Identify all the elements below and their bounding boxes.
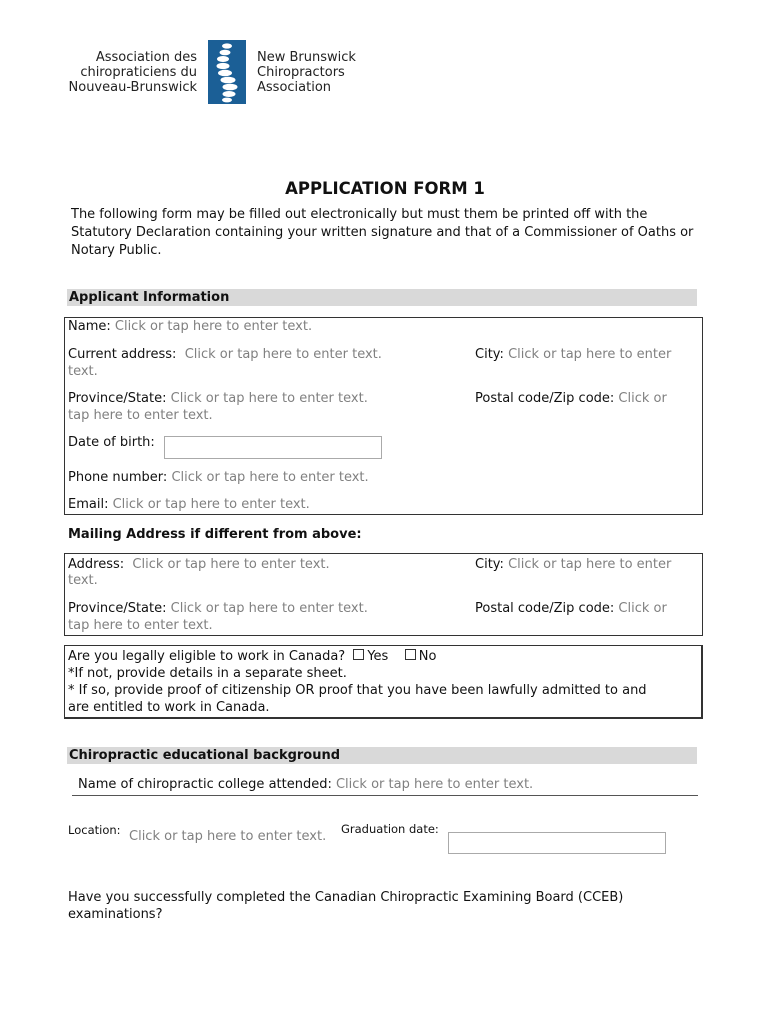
current-address-placeholder[interactable]: Click or tap here to enter text. bbox=[184, 347, 382, 362]
dob-label: Date of birth: bbox=[68, 435, 155, 450]
no-checkbox[interactable] bbox=[405, 649, 416, 660]
province-label: Province/State: bbox=[68, 391, 167, 406]
logo-fr-line: Association des bbox=[95, 50, 197, 65]
college-underline bbox=[72, 795, 698, 796]
name-placeholder[interactable]: Click or tap here to enter text. bbox=[114, 319, 313, 334]
email-placeholder[interactable]: Click or tap here to enter text. bbox=[112, 497, 310, 512]
form-title: APPLICATION FORM 1 bbox=[285, 179, 485, 198]
logo-english-name bbox=[257, 50, 356, 95]
name-field[interactable] bbox=[68, 318, 312, 335]
eligibility-note-proof-cont: are entitled to work in Canada. bbox=[68, 700, 270, 715]
province-placeholder[interactable]: Click or tap here to enter text. bbox=[170, 391, 368, 406]
mailing-address-field[interactable] bbox=[68, 556, 330, 573]
email-field[interactable] bbox=[68, 496, 310, 513]
graduation-date-label: Graduation date: bbox=[341, 822, 439, 836]
logo-en-line: Chiropractors bbox=[257, 65, 345, 80]
yes-checkbox[interactable] bbox=[353, 649, 364, 660]
eligibility-note-proof: * If so, provide proof of citizenship OR proof that you have been lawfully admitted to and bbox=[68, 683, 647, 698]
city-placeholder[interactable]: Click or tap here to enter bbox=[508, 347, 672, 362]
applicant-section-heading: Applicant Information bbox=[67, 289, 697, 306]
city-field[interactable] bbox=[475, 346, 671, 363]
city-label: City: bbox=[475, 347, 504, 362]
logo-en-line: Association bbox=[257, 80, 332, 95]
mailing-city-label: City: bbox=[475, 557, 504, 572]
mailing-address-placeholder[interactable]: Click or tap here to enter text. bbox=[132, 557, 330, 572]
eligibility-question-text: Are you legally eligible to work in Canada? bbox=[68, 649, 346, 664]
location-placeholder[interactable]: Click or tap here to enter text. bbox=[129, 829, 327, 844]
postal-code-field[interactable] bbox=[475, 390, 667, 407]
yes-label[interactable]: Yes bbox=[367, 649, 389, 664]
postal-code-placeholder[interactable]: Click or bbox=[618, 391, 667, 406]
eligibility-note-not: *If not, provide details in a separate sheet. bbox=[68, 666, 347, 681]
mailing-address-placeholder-wrap[interactable]: text. bbox=[68, 573, 98, 588]
name-label: Name: bbox=[68, 319, 111, 334]
logo-fr-line: Nouveau-Brunswick bbox=[68, 80, 197, 95]
college-placeholder[interactable]: Click or tap here to enter text. bbox=[335, 777, 534, 792]
logo-en-line: New Brunswick bbox=[257, 50, 356, 65]
mailing-city-placeholder[interactable]: Click or tap here to enter bbox=[508, 557, 672, 572]
mailing-city-field[interactable] bbox=[475, 556, 671, 573]
mailing-postal-code-placeholder[interactable]: Click or bbox=[618, 601, 667, 616]
mailing-province-label: Province/State: bbox=[68, 601, 167, 616]
spine-logo-icon bbox=[208, 40, 246, 104]
current-address-field[interactable] bbox=[68, 346, 382, 363]
dob-input[interactable] bbox=[164, 436, 382, 459]
logo-fr-line: chiropraticiens du bbox=[80, 65, 197, 80]
current-address-label: Current address: bbox=[68, 347, 177, 362]
college-field[interactable] bbox=[78, 776, 533, 793]
phone-field[interactable] bbox=[68, 469, 369, 486]
postal-code-label: Postal code/Zip code: bbox=[475, 391, 615, 406]
intro-paragraph: The following form may be filled out electronically but must them be printed off with the Statutory Declaration containing your written signature and that of a Commissioner of Oaths or Notary Public. bbox=[71, 207, 694, 258]
mailing-province-placeholder[interactable]: Click or tap here to enter text. bbox=[170, 601, 368, 616]
mailing-address-label: Address: bbox=[68, 557, 125, 572]
province-field[interactable] bbox=[68, 390, 368, 407]
cceb-question-cont: examinations? bbox=[68, 907, 163, 922]
location-label: Location: bbox=[68, 823, 121, 837]
mailing-postal-code-label: Postal code/Zip code: bbox=[475, 601, 615, 616]
logo-french-name bbox=[40, 50, 197, 95]
college-label: Name of chiropractic college attended: bbox=[78, 777, 332, 792]
phone-placeholder[interactable]: Click or tap here to enter text. bbox=[171, 470, 369, 485]
eligibility-question bbox=[68, 648, 436, 665]
mailing-province-placeholder-wrap[interactable]: tap here to enter text. bbox=[68, 618, 213, 633]
cceb-question: Have you successfully completed the Canadian Chiropractic Examining Board (CCEB) bbox=[68, 890, 624, 905]
no-label[interactable]: No bbox=[418, 649, 437, 664]
phone-label: Phone number: bbox=[68, 470, 168, 485]
education-section-heading: Chiropractic educational background bbox=[67, 747, 697, 764]
current-address-placeholder-wrap[interactable]: text. bbox=[68, 364, 98, 379]
mailing-province-field[interactable] bbox=[68, 600, 368, 617]
province-placeholder-wrap[interactable]: tap here to enter text. bbox=[68, 408, 213, 423]
mailing-postal-code-field[interactable] bbox=[475, 600, 667, 617]
email-label: Email: bbox=[68, 497, 109, 512]
mailing-section-heading: Mailing Address if different from above: bbox=[68, 527, 362, 542]
graduation-date-input[interactable] bbox=[448, 832, 666, 854]
